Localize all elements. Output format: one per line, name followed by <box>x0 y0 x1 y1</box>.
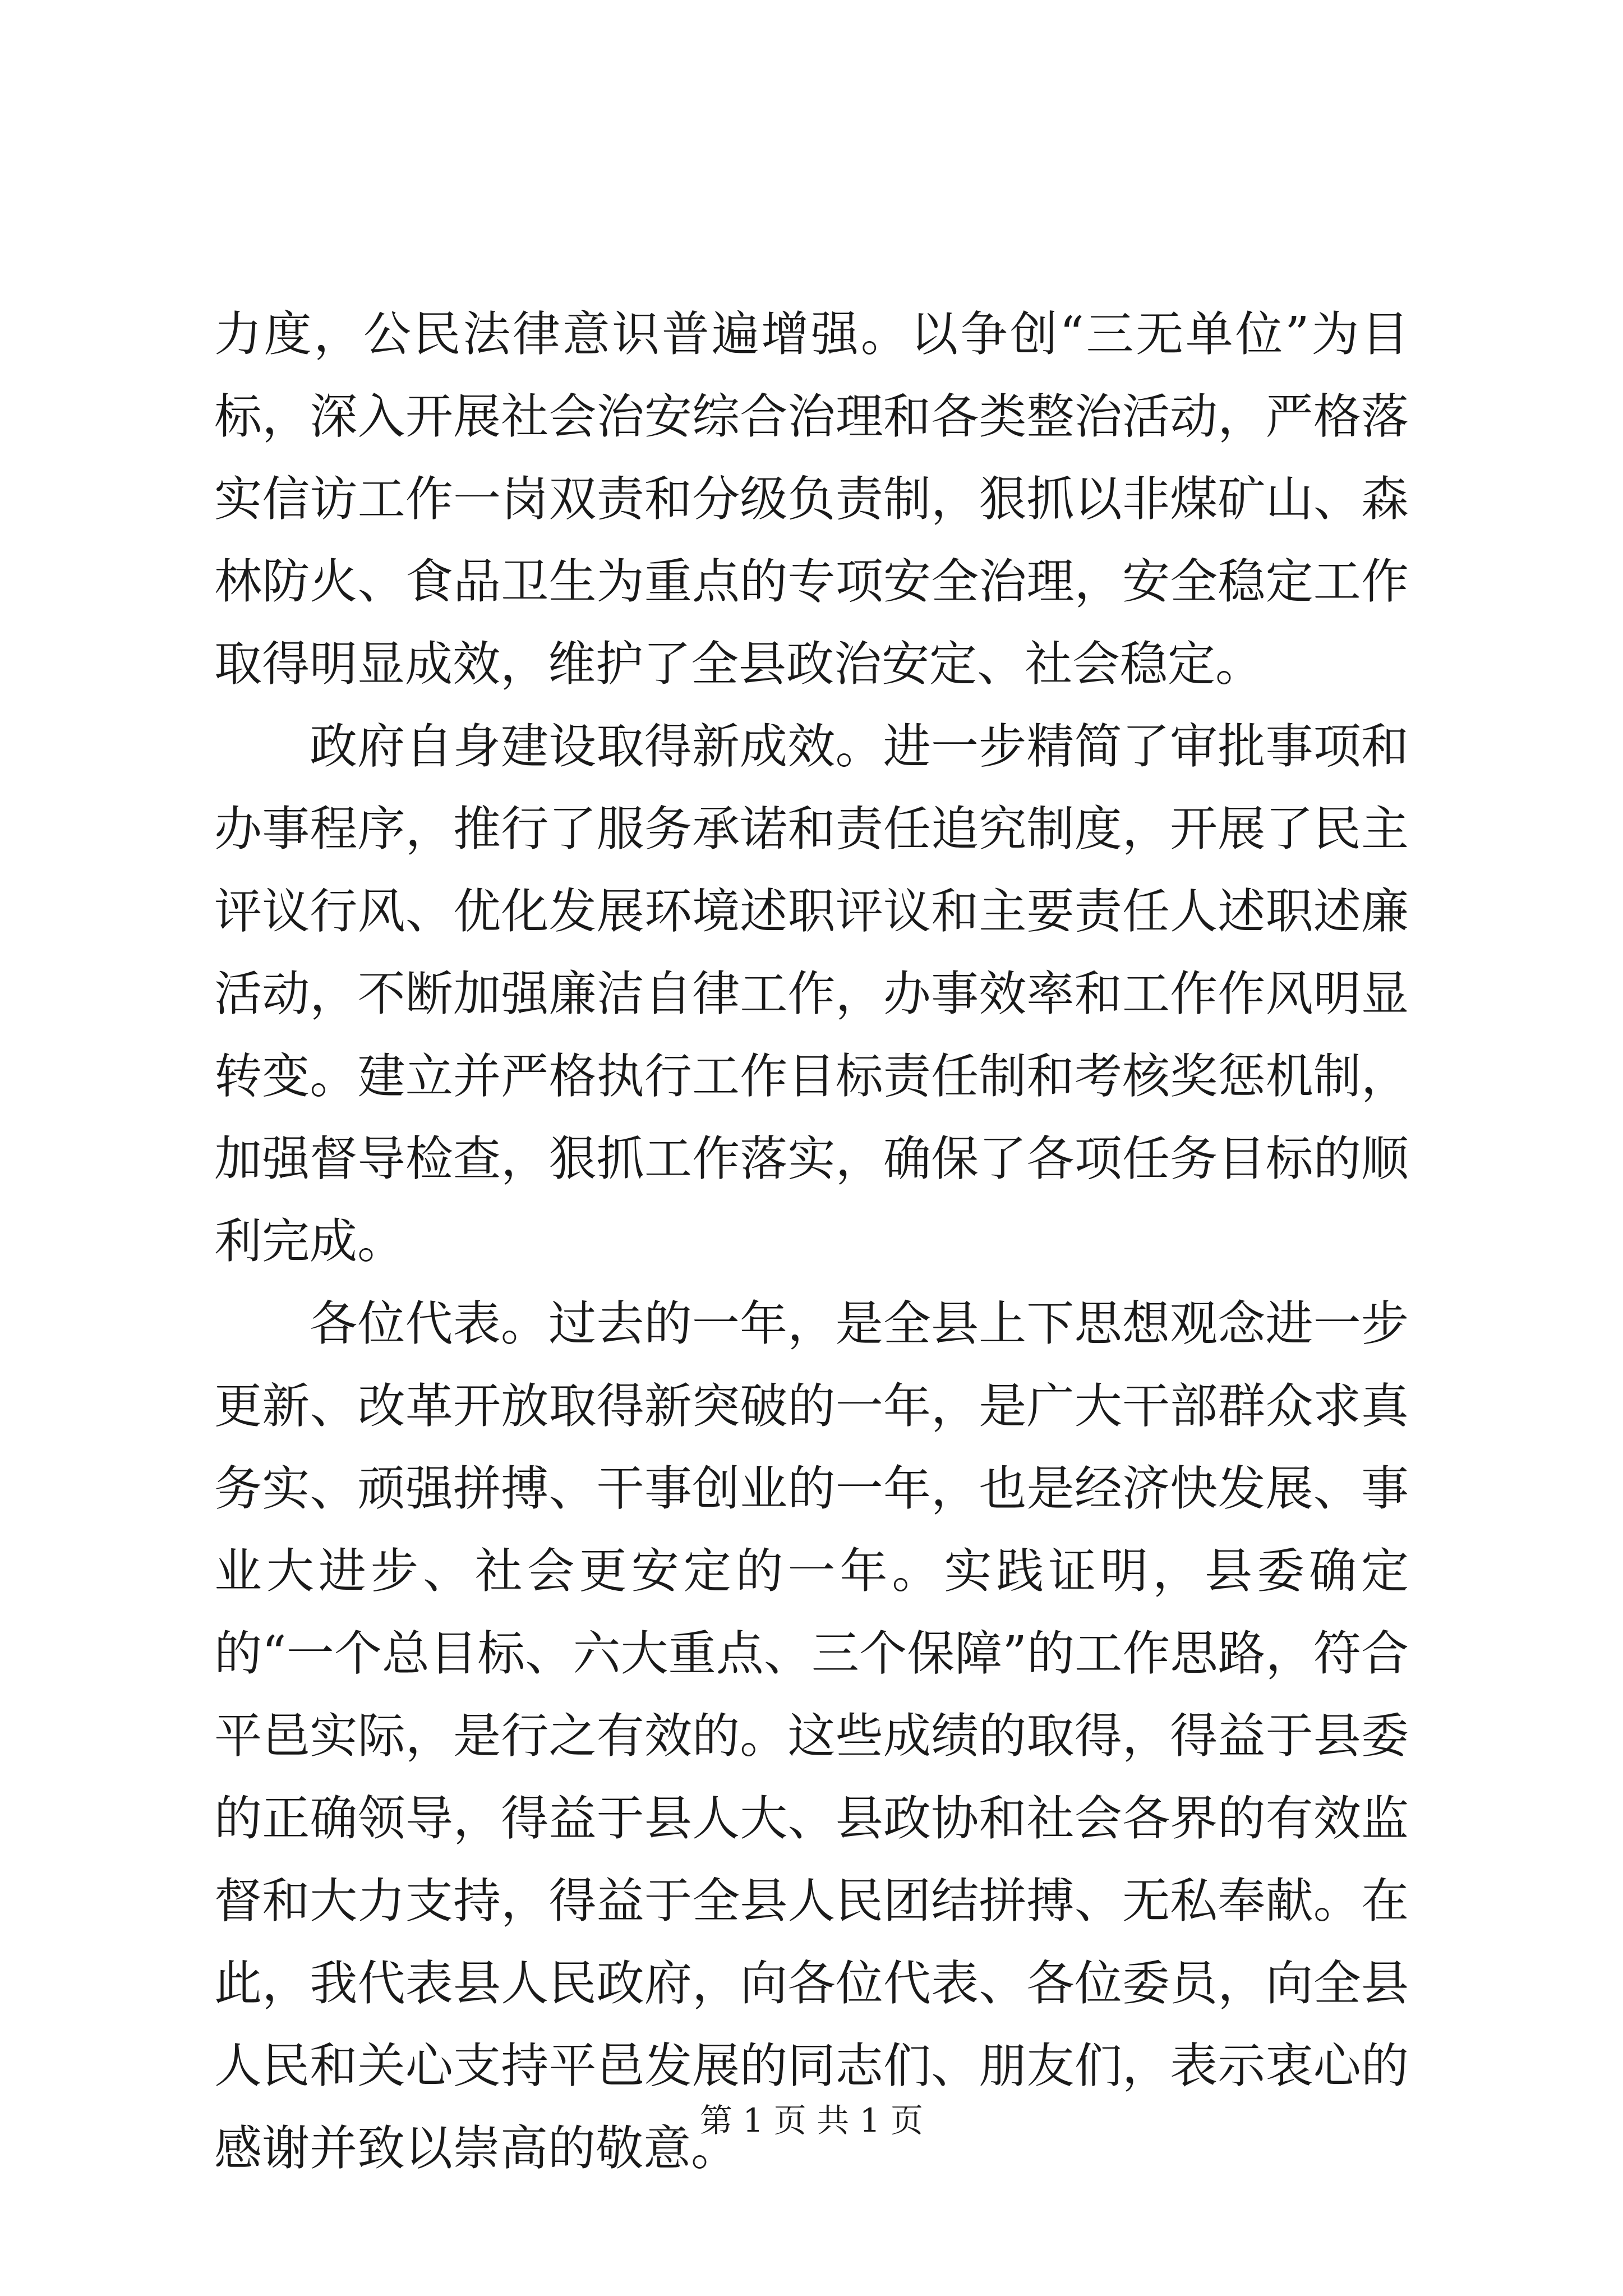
paragraph-2: 政府自身建设取得新成效。进一步精简了审批事项和办事程序，推行了服务承诺和责任追究制度，开展了民主评议行风、优化发展环境述职评议和主要责任人述职述廉活动，不断加强廉洁自律工作，办事效率和工作作风明显转变。建立并严格执行工作目标责任制和考核奖惩机制，加强督导检查，狠抓工作落实，确保了各项任务目标的顺利完成。 <box>214 719 1409 1269</box>
document-body <box>214 293 1409 2190</box>
paragraph-3: 各位代表。过去的一年，是全县上下思想观念进一步更新、改革开放取得新突破的一年，是广大干部群众求真务实、顽强拼搏、干事创业的一年，也是经济快发展、事业大进步、社会更安定的一年。实践证明，县委确定的“一个总目标、六大重点、三个保障”的工作思路，符合平邑实际，是行之有效的。这些成绩的取得，得益于县委的正确领导，得益于县人大、县政协和社会各界的有效监督和大力支持，得益于全县人民团结拼搏、无私奉献。在此，我代表县人民政府，向各位代表、各位委员，向全县人民和关心支持平邑发展的同志们、朋友们，表示衷心的感谢并致以崇高的敬意。 <box>214 1296 1409 2177</box>
page-number-footer: 第 1 页 共 1 页 <box>700 2101 923 2139</box>
paragraph-1: 力度，公民法律意识普遍增强。以争创“三无单位”为目标，深入开展社会治安综合治理和各类整治活动，严格落实信访工作一岗双责和分级负责制，狠抓以非煤矿山、森林防火、食品卫生为重点的专项安全治理，安全稳定工作取得明显成效，维护了全县政治安定、社会稳定。 <box>214 307 1409 692</box>
